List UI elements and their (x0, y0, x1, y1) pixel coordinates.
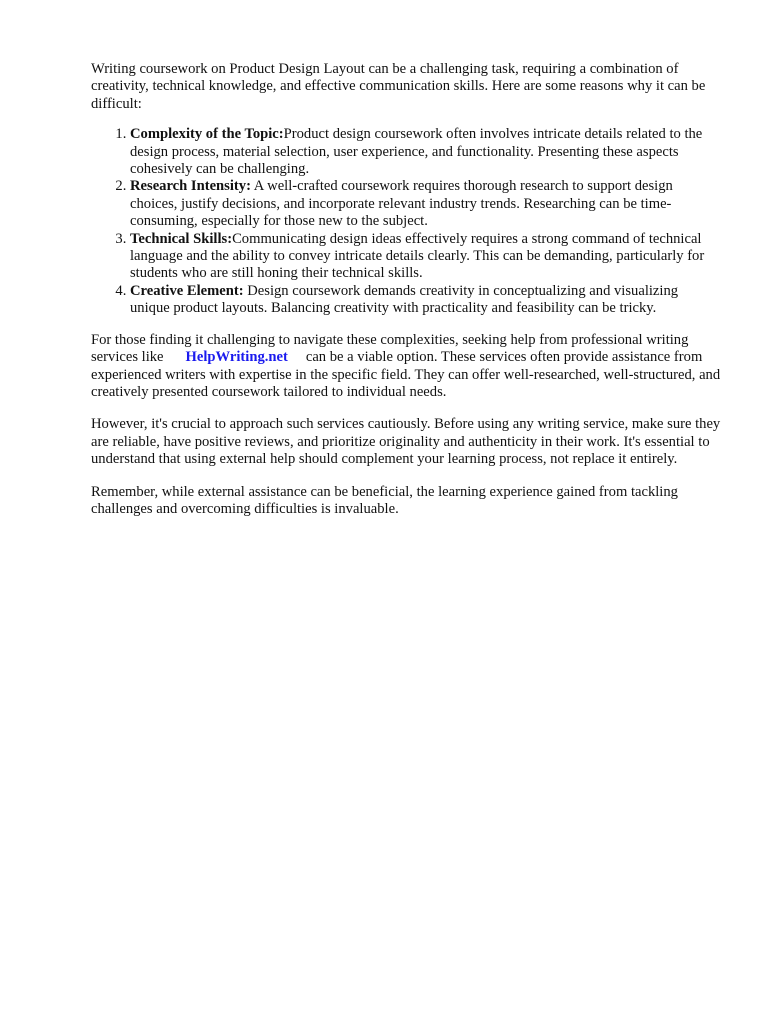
closing-paragraph: Remember, while external assistance can be beneficial, the learning experience gained from tackling challenges and overcoming difficulties is invaluable. (91, 483, 678, 517)
help-paragraph (91, 332, 721, 402)
reason-term: Creative Element: (130, 282, 244, 299)
reason-term: Research Intensity: (130, 178, 251, 195)
help-text-after: can be a viable option. These services often provide assistance from experienced writers with expertise in the specific field. They can offer well-researched, well-structured, and creatively presented coursework tailored to individual needs. (91, 349, 721, 400)
list-item (130, 231, 721, 283)
list-item (130, 126, 721, 178)
reason-term: Complexity of the Topic: (130, 126, 284, 143)
reason-text: A well-crafted coursework requires thorough research to support design choices, justify decisions, and incorporate relevant industry trends. Researching can be time-consuming, especially for those new to the subject. (130, 178, 673, 230)
reason-term: Technical Skills: (130, 230, 233, 247)
reason-text: Communicating design ideas effectively requires a strong command of technical language and the ability to convey intricate details clearly. This can be demanding, particularly for students who are still honing their technical skills. (130, 230, 705, 282)
helpwriting-link[interactable]: HelpWriting.net (185, 349, 288, 366)
reason-text: Product design coursework often involves intricate details related to the design process, material selection, user experience, and functionality. Presenting these aspects cohesively can be challenging. (130, 126, 703, 178)
reasons-list (91, 126, 721, 317)
reason-text: Design coursework demands creativity in conceptualizing and visualizing unique product layouts. Balancing creativity with practicality and feasibility can be tricky. (130, 282, 679, 317)
caution-paragraph: However, it's crucial to approach such services cautiously. Before using any writing service, make sure they are reliable, have positive reviews, and prioritize originality and authenticity in their work. It's essential to understand that using external help should complement your learning process, not replace it entirely. (91, 416, 721, 468)
list-item (130, 283, 721, 318)
list-item (130, 178, 721, 230)
help-text-before: For those finding it challenging to navigate these complexities, seeking help from professional writing services like (91, 331, 689, 366)
intro-paragraph: Writing coursework on Product Design Layout can be a challenging task, requiring a combination of creativity, technical knowledge, and effective communication skills. Here are some reasons why it can be difficult: (91, 61, 706, 112)
document-page (91, 61, 721, 533)
